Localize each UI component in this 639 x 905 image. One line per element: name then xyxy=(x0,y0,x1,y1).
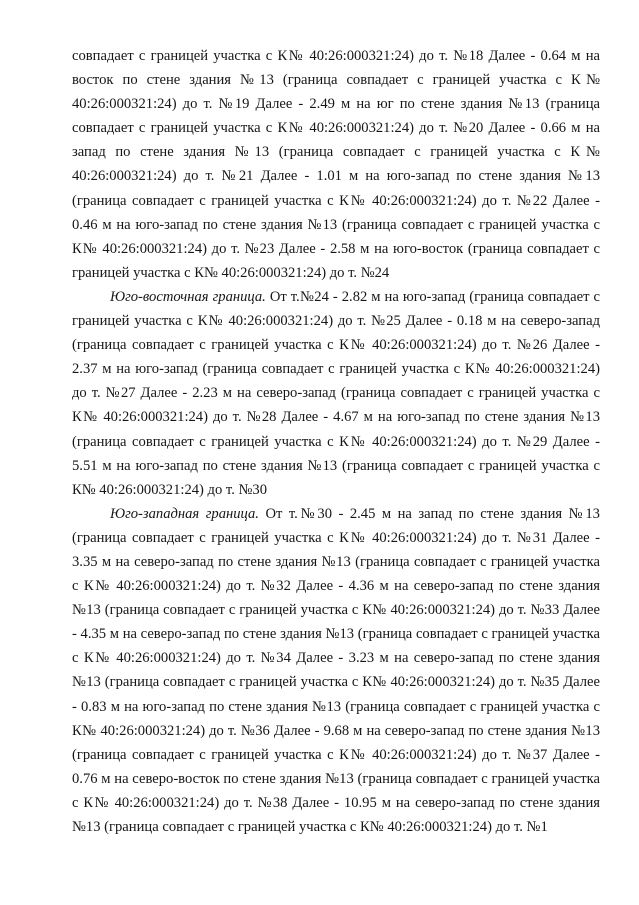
paragraph-southeast-boundary xyxy=(72,285,600,502)
southeast-boundary-text: От т.№24 - 2.82 м на юго-запад (граница совпадает с границей участка с К№ 40:26:000321:24) до т. №25 Далее - 0.18 м на северо-запад (граница совпадает с границей участка с К№ 40:26:000321:24) до т. №26 Далее - 2.37 м на юго-запад (граница совпадает с границей участка с К№ 40:26:000321:24) до т. №27 Далее - 2.23 м на северо-запад (граница совпадает с границей участка с К№ 40:26:000321:24) до т. №28 Далее - 4.67 м на юго-запад по стене здания №13 (граница совпадает с границей участка с К№ 40:26:000321:24) до т. №29 Далее - 5.51 м на юго-запад по стене здания №13 (граница совпадает с границей участка с К№ 40:26:000321:24) до т. №30 xyxy=(72,288,600,498)
paragraph-continuation: совпадает с границей участка с К№ 40:26:000321:24) до т. №18 Далее - 0.64 м на восток по стене здания №13 (граница совпадает с границей участка с К№ 40:26:000321:24) до т. №19 Далее - 2.49 м на юг по стене здания №13 (граница совпадает с границей участка с К№ 40:26:000321:24) до т. №20 Далее - 0.66 м на запад по стене здания №13 (граница совпадает с границей участка с К№ 40:26:000321:24) до т. №21 Далее - 1.01 м на юго-запад по стене здания №13 (граница совпадает с границей участка с К№ 40:26:000321:24) до т. №22 Далее - 0.46 м на юго-запад по стене здания №13 (граница совпадает с границей участка с К№ 40:26:000321:24) до т. №23 Далее - 2.58 м на юго-восток (граница совпадает с границей участка с К№ 40:26:000321:24) до т. №24 xyxy=(72,48,600,281)
southeast-boundary-heading: Юго-восточная граница. xyxy=(110,288,266,305)
southwest-boundary-heading: Юго-западная граница. xyxy=(110,505,259,522)
paragraph-southwest-boundary xyxy=(72,502,600,839)
southwest-boundary-text: От т.№30 - 2.45 м на запад по стене здания №13 (граница совпадает с границей участка с К№ 40:26:000321:24) до т. №31 Далее - 3.35 м на северо-запад по стене здания №13 (граница совпадает с границей участка с К№ 40:26:000321:24) до т. №32 Далее - 4.36 м на северо-запад по стене здания №13 (граница совпадает с границей участка с К№ 40:26:000321:24) до т. №33 Далее - 4.35 м на северо-запад по стене здания №13 (граница совпадает с границей участка с К№ 40:26:000321:24) до т. №34 Далее - 3.23 м на северо-запад по стене здания №13 (граница совпадает с границей участка с К№ 40:26:000321:24) до т. №35 Далее - 0.83 м на юго-запад по стене здания №13 (граница совпадает с границей участка с К№ 40:26:000321:24) до т. №36 Далее - 9.68 м на северо-запад по стене здания №13 (граница совпадает с границей участка с К№ 40:26:000321:24) до т. №37 Далее - 0.76 м на северо-восток по стене здания №13 (граница совпадает с границей участка с К№ 40:26:000321:24) до т. №38 Далее - 10.95 м на северо-запад по стене здания №13 (граница совпадает с границей участка с К№ 40:26:000321:24) до т. №1 xyxy=(72,505,600,835)
document-page xyxy=(72,44,600,839)
